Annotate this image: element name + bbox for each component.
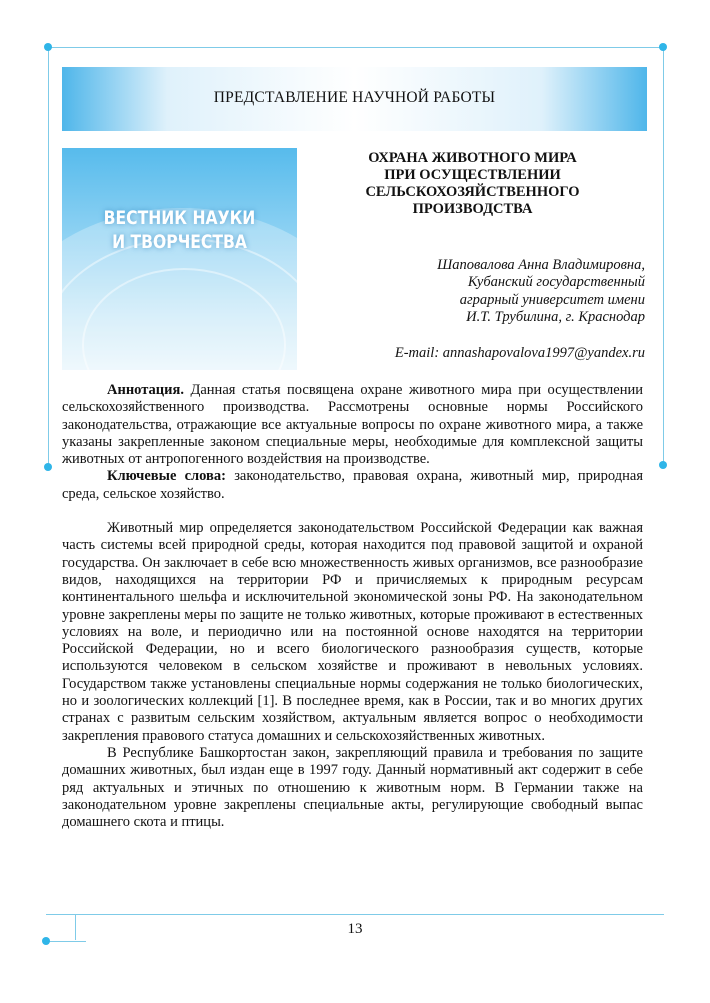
abstract-paragraph <box>62 382 643 468</box>
author-affiliation-line: И.Т. Трубилина, г. Краснодар <box>466 308 645 325</box>
journal-logo-line2: И ТВОРЧЕСТВА <box>112 231 247 253</box>
keywords-label: Ключевые слова: <box>107 468 226 485</box>
author-block <box>437 257 645 326</box>
article-title-line: СЕЛЬСКОХОЗЯЙСТВЕННОГО <box>365 184 580 200</box>
body-paragraph: Животный мир определяется законодательством Российской Федерации как важная часть системы всей природной среды, которая находится под правовой защитой и охраной государства. Он заключает в себе всю множественность живых организмов, все разнообразие видов, находящихся на территории РФ и причисляемых к природным ресурсам континентального шельфа и исключительной экономической зоны РФ. На законодательном уровне закреплены меры по защите не только животных, которые проживают в естественных условиях на воле, и периодично или на постоянной основе находятся на территории Российской Федерации, но и всего биологического разнообразия существ, которые используются человеком в сельском хозяйстве и проживают в невольных условиях. Государством также установлены специальные нормы содержания не только биологических, но и зоологических коллекций [1]. В последнее время, как в России, так и во многих других странах с развитым сельским хозяйством, актуальным является вопрос о необходимости закрепления правового статуса домашних и сельскохозяйственных животных. <box>62 520 643 744</box>
page-number: 13 <box>347 921 363 937</box>
journal-logo-line1: ВЕСТНИК НАУКИ <box>103 207 256 229</box>
frame-dot-top-left <box>44 43 52 51</box>
keywords-text: законодательство, правовая охрана, животный мир, природная среда, сельское хозяйство. <box>62 468 643 502</box>
article-body <box>62 382 643 831</box>
article-title-line: ПРОИЗВОДСТВА <box>412 201 533 217</box>
frame-dot-top-right <box>659 43 667 51</box>
frame-left-line <box>48 47 49 467</box>
frame-right-line <box>663 47 664 467</box>
keywords-paragraph <box>62 468 643 503</box>
abstract-text: Данная статья посвящена охране животного мира при осуществлении сельскохозяйственного производства. Рассмотрены основные нормы Российского законодательства, отражающие все актуальные вопросы по охране животного мира, а также указаны закрепленные законом специальные меры, необходимые для комплексной защиты животных от антропогенного воздействия на производстве. <box>62 382 644 468</box>
frame-bottom-line <box>46 914 664 915</box>
journal-logo <box>62 148 297 370</box>
frame-top-line <box>48 47 664 48</box>
frame-dot-mid-left <box>44 463 52 471</box>
section-header-band <box>62 67 647 131</box>
article-title-line: ОХРАНА ЖИВОТНОГО МИРА <box>368 150 577 166</box>
frame-footer-bottom-line <box>46 941 86 942</box>
author-name: Шаповалова Анна Владимировна, <box>437 257 645 273</box>
section-title: ПРЕДСТАВЛЕНИЕ НАУЧНОЙ РАБОТЫ <box>213 89 496 106</box>
author-affiliation-line: аграрный университет имени <box>459 291 645 308</box>
body-paragraph: В Республике Башкортостан закон, закрепляющий правила и требования по защите домашних животных, был издан еще в 1997 году. Данный нормативный акт содержит в себе ряд актуальных и этичных по отношению к животным норм. В Германии также на законодательном уровне закреплены специальные акты, регулирующие свободный выпас домашнего скота и птицы. <box>62 744 643 831</box>
frame-dot-mid-right <box>659 461 667 469</box>
abstract-label: Аннотация. <box>107 382 184 398</box>
article-title-line: ПРИ ОСУЩЕСТВЛЕНИИ <box>384 167 561 183</box>
frame-dot-bottom-left <box>42 937 50 945</box>
journal-logo-text <box>83 206 276 254</box>
author-email: E-mail: annashapovalova1997@yandex.ru <box>394 345 645 361</box>
article-title <box>330 150 615 218</box>
author-affiliation-line: Кубанский государственный <box>467 274 645 291</box>
